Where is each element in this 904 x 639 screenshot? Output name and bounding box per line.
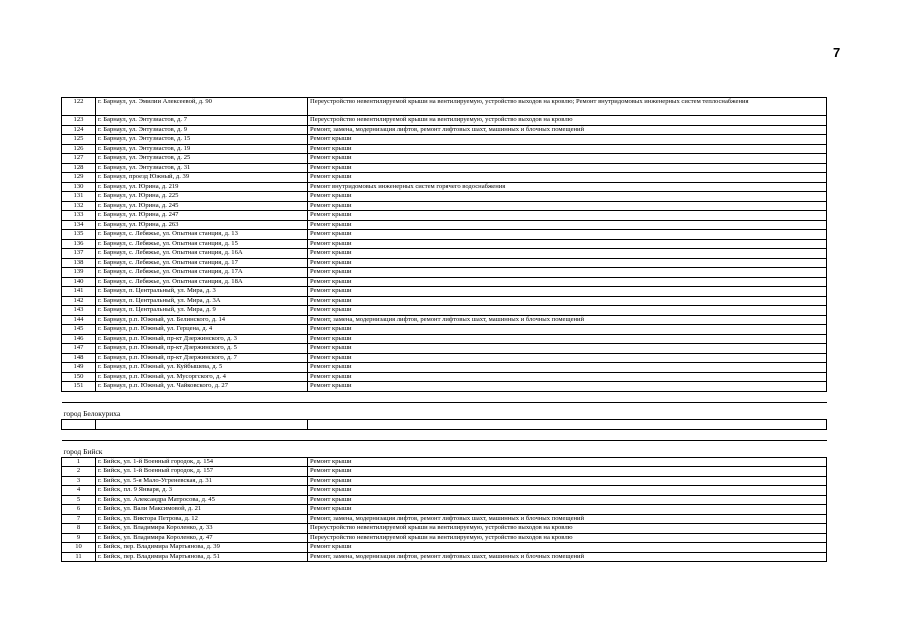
row-work-type: Ремонт крыши — [308, 287, 827, 297]
row-address: г. Барнаул, ул. Юрина, д. 225 — [96, 192, 308, 202]
table-section-biysk — [62, 457, 827, 562]
row-work-type: Ремонт крыши — [308, 154, 827, 164]
row-address: г. Барнаул, с. Лебяжье, ул. Опытная станция, д. 18А — [96, 277, 308, 287]
row-number: 122 — [62, 98, 96, 116]
row-number: 1 — [62, 457, 96, 467]
row-address: г. Барнаул, ул. Юрина, д. 245 — [96, 201, 308, 211]
row-work-type: Ремонт, замена, модернизация лифтов, ремонт лифтовых шахт, машинных и блочных помещений — [308, 125, 827, 135]
row-address: г. Барнаул, ул. Энтузиастов, д. 19 — [96, 144, 308, 154]
row-work-type: Ремонт крыши — [308, 296, 827, 306]
table-section-barnaul — [62, 98, 827, 392]
row-work-type: Ремонт крыши — [308, 486, 827, 496]
row-address: г. Барнаул, р.п. Южный, пр-кт Дзержинского, д. 5 — [96, 344, 308, 354]
row-number: 145 — [62, 325, 96, 335]
row-work-type: Ремонт крыши — [308, 543, 827, 553]
table-row — [62, 467, 827, 477]
table-row — [62, 98, 827, 116]
row-work-type: Ремонт крыши — [308, 220, 827, 230]
row-number: 3 — [62, 476, 96, 486]
table-row — [62, 211, 827, 221]
row-work-type: Ремонт внутридомовых инженерных систем горячего водоснабжения — [308, 182, 827, 192]
row-number: 126 — [62, 144, 96, 154]
table-row — [62, 495, 827, 505]
section-heading-biysk: город Бийск — [62, 440, 827, 457]
row-number: 134 — [62, 220, 96, 230]
table-row — [62, 192, 827, 202]
row-number: 138 — [62, 258, 96, 268]
table-row — [62, 239, 827, 249]
row-address: г. Барнаул, ул. Энтузиастов, д. 25 — [96, 154, 308, 164]
row-work-type: Ремонт крыши — [308, 476, 827, 486]
row-number: 147 — [62, 344, 96, 354]
row-work-type: Ремонт крыши — [308, 505, 827, 515]
row-address: г. Бийск, ул. 1-й Военный городок, д. 157 — [96, 467, 308, 477]
table-row — [62, 163, 827, 173]
row-work-type: Ремонт крыши — [308, 334, 827, 344]
row-work-type: Ремонт крыши — [308, 363, 827, 373]
table-row — [62, 514, 827, 524]
row-number: 149 — [62, 363, 96, 373]
row-number: 9 — [62, 533, 96, 543]
table-row — [62, 382, 827, 392]
page-number: 7 — [833, 45, 841, 60]
row-work-type: Ремонт крыши — [308, 173, 827, 183]
row-work-type: Ремонт крыши — [308, 325, 827, 335]
table-row — [62, 135, 827, 145]
row-number: 144 — [62, 315, 96, 325]
row-number: 10 — [62, 543, 96, 553]
row-address: г. Барнаул, п. Центральный, ул. Мира, д. 3А — [96, 296, 308, 306]
row-number: 143 — [62, 306, 96, 316]
table-row — [62, 306, 827, 316]
row-address: г. Барнаул, ул. Эмилии Алексеевой, д. 90 — [96, 98, 308, 116]
row-address: г. Бийск, ул. 5-я Мало-Угреневская, д. 31 — [96, 476, 308, 486]
row-work-type: Переустройство невентилируемой крыши на вентилируемую, устройство выходов на кровлю — [308, 524, 827, 534]
table-row — [62, 344, 827, 354]
table-row — [62, 353, 827, 363]
row-address: г. Бийск, пер. Владимира Мартьянова, д. 51 — [96, 552, 308, 562]
address-table — [61, 97, 827, 562]
row-address: г. Барнаул, ул. Энтузиастов, д. 9 — [96, 125, 308, 135]
row-work-type: Ремонт крыши — [308, 249, 827, 259]
row-address: г. Барнаул, п. Центральный, ул. Мира, д. 9 — [96, 306, 308, 316]
table-row — [62, 505, 827, 515]
row-address: г. Барнаул, с. Лебяжье, ул. Опытная станция, д. 13 — [96, 230, 308, 240]
table-row — [62, 296, 827, 306]
row-number: 123 — [62, 116, 96, 126]
table-row — [62, 154, 827, 164]
row-address: г. Барнаул, ул. Энтузиастов, д. 15 — [96, 135, 308, 145]
row-number: 150 — [62, 372, 96, 382]
row-work-type: Ремонт крыши — [308, 201, 827, 211]
row-number: 151 — [62, 382, 96, 392]
table-row — [62, 220, 827, 230]
table-row — [62, 230, 827, 240]
row-work-type: Ремонт крыши — [308, 382, 827, 392]
row-number: 8 — [62, 524, 96, 534]
row-work-type: Ремонт крыши — [308, 268, 827, 278]
row-work-type: Ремонт, замена, модернизация лифтов, ремонт лифтовых шахт, машинных и блочных помещений — [308, 514, 827, 524]
row-address: г. Бийск, ул. Александра Матросова, д. 45 — [96, 495, 308, 505]
row-work-type: Ремонт крыши — [308, 277, 827, 287]
table-row — [62, 182, 827, 192]
row-number: 137 — [62, 249, 96, 259]
row-address: г. Барнаул, с. Лебяжье, ул. Опытная станция, д. 16А — [96, 249, 308, 259]
row-work-type: Ремонт крыши — [308, 258, 827, 268]
row-number: 6 — [62, 505, 96, 515]
row-address: г. Барнаул, п. Центральный, ул. Мира, д. 3 — [96, 287, 308, 297]
row-address: г. Барнаул, р.п. Южный, пр-кт Дзержинского, д. 3 — [96, 334, 308, 344]
row-address: г. Барнаул, ул. Юрина, д. 263 — [96, 220, 308, 230]
row-work-type: Ремонт крыши — [308, 372, 827, 382]
row-number: 146 — [62, 334, 96, 344]
table-row — [62, 116, 827, 126]
table-row — [62, 419, 827, 429]
section-heading-belokurikha: город Белокуриха — [62, 402, 827, 419]
row-work-type: Ремонт крыши — [308, 306, 827, 316]
row-number: 131 — [62, 192, 96, 202]
table-row — [62, 249, 827, 259]
row-address: г. Барнаул, проезд Южный, д. 39 — [96, 173, 308, 183]
row-work-type: Ремонт крыши — [308, 211, 827, 221]
table-row — [62, 524, 827, 534]
table-row — [62, 457, 827, 467]
table-row — [62, 258, 827, 268]
row-number: 132 — [62, 201, 96, 211]
row-address: г. Барнаул, р.п. Южный, ул. Белинского, д. 14 — [96, 315, 308, 325]
table-row — [62, 277, 827, 287]
row-work-type: Ремонт крыши — [308, 239, 827, 249]
row-number: 4 — [62, 486, 96, 496]
table-row — [62, 173, 827, 183]
row-address: г. Барнаул, с. Лебяжье, ул. Опытная станция, д. 17 — [96, 258, 308, 268]
row-work-type: Переустройство невентилируемой крыши на вентилируемую, устройство выходов на кровлю — [308, 533, 827, 543]
row-number: 141 — [62, 287, 96, 297]
table-row — [62, 325, 827, 335]
row-work-type: Ремонт, замена, модернизация лифтов, ремонт лифтовых шахт, машинных и блочных помещений — [308, 552, 827, 562]
row-address: г. Барнаул, ул. Энтузиастов, д. 31 — [96, 163, 308, 173]
row-address: г. Бийск, пер. Владимира Мартьянова, д. 39 — [96, 543, 308, 553]
row-address: г. Барнаул, р.п. Южный, ул. Куйбышева, д. 5 — [96, 363, 308, 373]
row-number: 128 — [62, 163, 96, 173]
row-address: г. Барнаул, ул. Юрина, д. 247 — [96, 211, 308, 221]
table-row — [62, 552, 827, 562]
row-address: г. Барнаул, с. Лебяжье, ул. Опытная станция, д. 15 — [96, 239, 308, 249]
row-work-type: Ремонт крыши — [308, 135, 827, 145]
row-address: г. Барнаул, ул. Энтузиастов, д. 7 — [96, 116, 308, 126]
table-row — [62, 287, 827, 297]
row-number: 139 — [62, 268, 96, 278]
row-number: 142 — [62, 296, 96, 306]
row-work-type: Ремонт крыши — [308, 344, 827, 354]
table-row — [62, 363, 827, 373]
row-work-type: Ремонт крыши — [308, 163, 827, 173]
row-work-type: Ремонт крыши — [308, 353, 827, 363]
row-number: 133 — [62, 211, 96, 221]
row-address: г. Бийск, пл. 9 Января, д. 3 — [96, 486, 308, 496]
table-row — [62, 533, 827, 543]
table-row — [62, 144, 827, 154]
row-number: 11 — [62, 552, 96, 562]
row-address: г. Бийск, ул. Виктора Петрова, д. 12 — [96, 514, 308, 524]
row-number: 2 — [62, 467, 96, 477]
table-row — [62, 201, 827, 211]
table-row — [62, 268, 827, 278]
row-number: 136 — [62, 239, 96, 249]
table-row — [62, 543, 827, 553]
row-address: г. Бийск, ул. Вали Максимовой, д. 21 — [96, 505, 308, 515]
row-work-type: Ремонт крыши — [308, 230, 827, 240]
row-work-type: Ремонт крыши — [308, 467, 827, 477]
table-row — [62, 372, 827, 382]
table-row — [62, 315, 827, 325]
row-number: 148 — [62, 353, 96, 363]
row-work-type: Ремонт, замена, модернизация лифтов, ремонт лифтовых шахт, машинных и блочных помещений — [308, 315, 827, 325]
row-work-type: Переустройство невентилируемой крыши на вентилируемую, устройство выходов на кровлю; Ремонт внутридомовых инженерных систем теплоснабжения — [308, 98, 827, 116]
table-row — [62, 334, 827, 344]
row-work-type: Переустройство невентилируемой крыши на вентилируемую, устройство выходов на кровлю — [308, 116, 827, 126]
row-address: г. Барнаул, с. Лебяжье, ул. Опытная станция, д. 17А — [96, 268, 308, 278]
table-row — [62, 125, 827, 135]
row-address: г. Барнаул, ул. Юрина, д. 219 — [96, 182, 308, 192]
table-row — [62, 476, 827, 486]
row-number: 129 — [62, 173, 96, 183]
row-address: г. Бийск, ул. Владимира Короленко, д. 33 — [96, 524, 308, 534]
row-address: г. Барнаул, р.п. Южный, пр-кт Дзержинского, д. 7 — [96, 353, 308, 363]
row-number: 7 — [62, 514, 96, 524]
row-number: 127 — [62, 154, 96, 164]
row-address: г. Барнаул, р.п. Южный, ул. Чайковского, д. 27 — [96, 382, 308, 392]
row-address: г. Барнаул, р.п. Южный, ул. Мусоргского, д. 4 — [96, 372, 308, 382]
table-section-belokurikha — [62, 391, 827, 457]
row-number: 125 — [62, 135, 96, 145]
row-work-type: Ремонт крыши — [308, 457, 827, 467]
row-work-type: Ремонт крыши — [308, 192, 827, 202]
row-number: 5 — [62, 495, 96, 505]
row-number: 130 — [62, 182, 96, 192]
row-address: г. Барнаул, р.п. Южный, ул. Герцена, д. 4 — [96, 325, 308, 335]
row-number: 124 — [62, 125, 96, 135]
row-work-type: Ремонт крыши — [308, 495, 827, 505]
row-address: г. Бийск, ул. Владимира Короленко, д. 47 — [96, 533, 308, 543]
row-work-type: Ремонт крыши — [308, 144, 827, 154]
row-number: 140 — [62, 277, 96, 287]
row-number: 135 — [62, 230, 96, 240]
row-address: г. Бийск, ул. 1-й Военный городок, д. 154 — [96, 457, 308, 467]
table-row — [62, 486, 827, 496]
